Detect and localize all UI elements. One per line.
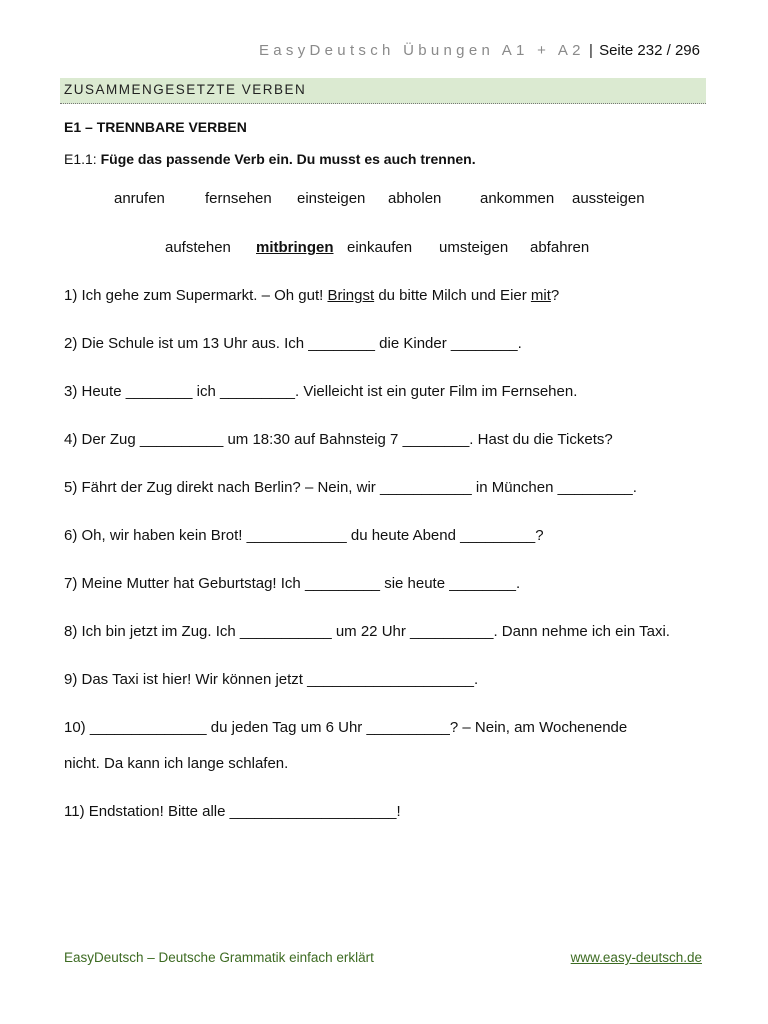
sentence-1-text: 1) Ich gehe zum Supermarkt. – Oh gut!	[64, 287, 328, 304]
word-bank-item: abfahren	[530, 239, 590, 256]
sentence-10: 10) ______________ du jeden Tag um 6 Uhr __________? – Nein, am Wochenende	[64, 719, 628, 736]
page-number: Seite 232 / 296	[599, 42, 700, 59]
header-separator: |	[589, 42, 593, 59]
exercise-instruction	[64, 151, 476, 167]
sentence-1-answer-prefix: mit	[530, 287, 551, 304]
footer-website-link[interactable]: www.easy-deutsch.de	[570, 950, 702, 965]
word-bank-item: abholen	[388, 190, 442, 207]
exercise-title: E1 – TRENNBARE VERBEN	[64, 119, 247, 135]
word-bank-item: ankommen	[480, 190, 555, 207]
sentence-1	[64, 287, 559, 304]
sentence-1-text: du bitte Milch und Eier	[374, 287, 531, 304]
word-bank-item: einsteigen	[297, 190, 366, 207]
word-bank-item: fernsehen	[205, 190, 272, 207]
sentence-11: 11) Endstation! Bitte alle ____________________!	[64, 803, 401, 820]
header-title: EasyDeutsch Übungen A1 + A2	[258, 42, 585, 59]
word-bank-item: aussteigen	[572, 190, 645, 207]
section-heading-bar	[60, 78, 706, 104]
instruction-text: Füge das passende Verb ein. Du musst es auch trennen.	[100, 151, 476, 167]
section-heading: ZUSAMMENGESETZTE VERBEN	[64, 82, 307, 97]
word-bank-item: aufstehen	[165, 239, 231, 256]
word-bank-item: anrufen	[114, 190, 165, 207]
sentence-10-continued: nicht. Da kann ich lange schlafen.	[64, 755, 289, 772]
sentence-4: 4) Der Zug __________ um 18:30 auf Bahnsteig 7 ________. Hast du die Tickets?	[64, 431, 613, 448]
sentence-8: 8) Ich bin jetzt im Zug. Ich ___________ um 22 Uhr __________. Dann nehme ich ein Taxi.	[64, 623, 670, 640]
instruction-label: E1.1:	[64, 151, 97, 167]
sentence-6: 6) Oh, wir haben kein Brot! ____________ du heute Abend _________?	[64, 527, 544, 544]
word-bank-item: umsteigen	[439, 239, 509, 256]
sentence-1-text: ?	[550, 287, 560, 304]
word-bank-item: einkaufen	[347, 239, 413, 256]
footer-tagline: EasyDeutsch – Deutsche Grammatik einfach erklärt	[64, 950, 374, 965]
sentence-7: 7) Meine Mutter hat Geburtstag! Ich _________ sie heute ________.	[64, 575, 521, 592]
sentence-1-answer-verb: Bringst	[327, 287, 375, 304]
sentence-2: 2) Die Schule ist um 13 Uhr aus. Ich ________ die Kinder ________.	[64, 335, 522, 352]
sentence-9: 9) Das Taxi ist hier! Wir können jetzt ____________________.	[64, 671, 479, 688]
word-bank-item-example: mitbringen	[256, 239, 334, 256]
sentence-5: 5) Fährt der Zug direkt nach Berlin? – Nein, wir ___________ in München _________.	[64, 479, 637, 496]
sentence-3: 3) Heute ________ ich _________. Vielleicht ist ein guter Film im Fernsehen.	[64, 383, 578, 400]
page-header	[259, 42, 700, 59]
